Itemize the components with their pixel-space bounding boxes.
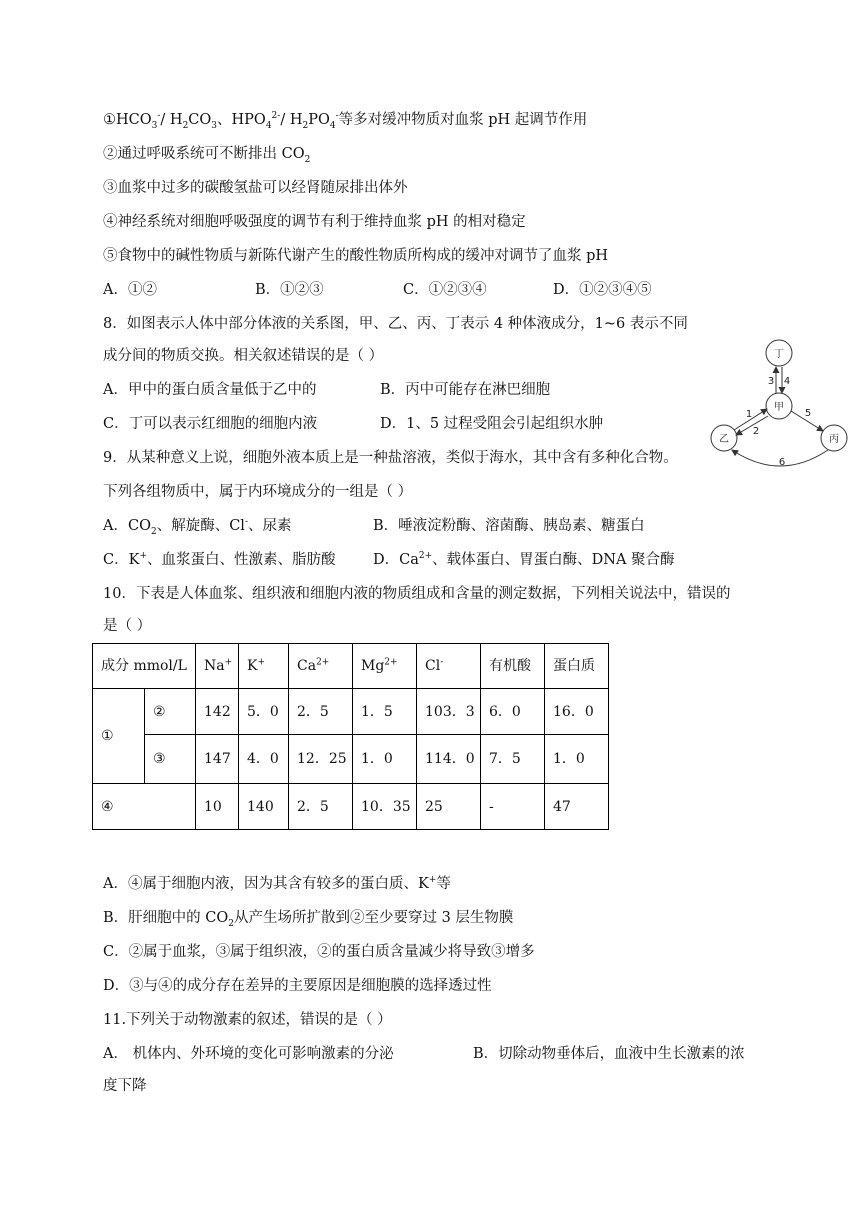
q7-statement-5: ⑤食物中的碱性物质与新陈代谢产生的酸性物质所构成的缓冲对调节了血浆 pH xyxy=(103,248,609,264)
q8-stem-line-1: 8．如图表示人体中部分体液的关系图，甲、乙、丙、丁表示 4 种体液成分，1~6 表示不同 xyxy=(103,316,688,332)
q9-option-d: D．$Ca^{2+}$、载体蛋白、胃蛋白酶、DNA 聚合酶 xyxy=(373,551,675,568)
q10-stem-line-2: 是（ ） xyxy=(103,618,152,634)
col-header-cl: Cl- xyxy=(417,644,481,689)
body-fluid-diagram xyxy=(700,332,850,478)
table-cell: 103．3 xyxy=(417,689,481,735)
col-header-na: Na+ xyxy=(196,644,239,689)
q7-statement-2: ②通过呼吸系统可不断排出 $CO_2$ xyxy=(103,146,311,165)
table-cell: 25 xyxy=(417,784,481,830)
col-header-mg: $Mg^{2+}$ xyxy=(353,644,417,689)
table-cell: 16．0 xyxy=(545,689,609,735)
edge-label-2: 2 xyxy=(752,426,760,437)
row-label: ② xyxy=(145,689,196,735)
q7-statement-1: $①HCO_3^-/$ $H_2CO_3$、$HPO_4^{2-}/$ $H_2PO_4^-$等多对缓冲物质对血浆 pH 起调节作用 xyxy=(103,111,588,131)
table-cell: 2．5 xyxy=(289,689,353,735)
q11-option-a: A． 机体内、外环境的变化可影响激素的分泌 xyxy=(103,1046,394,1062)
q8-option-a: A．甲中的蛋白质含量低于乙中的 xyxy=(103,382,317,398)
row-label: ③ xyxy=(145,735,196,784)
col-header-organic-acid: 有机酸 xyxy=(481,644,545,689)
table-cell: 6．0 xyxy=(481,689,545,735)
q8-option-c: C．丁可以表示红细胞的细胞内液 xyxy=(103,416,318,432)
table-cell: 114．0 xyxy=(417,735,481,784)
q7-option-b: B．①②③ xyxy=(255,282,324,298)
col-header-k: K+ xyxy=(239,644,289,689)
table-header-label: 成分 mmol/L xyxy=(93,644,196,689)
q11-stem: 11.下列关于动物激素的叙述，错误的是（ ） xyxy=(103,1012,392,1028)
q10-option-b: B．肝细胞中的 $CO_2$从产生场所扩散到②至少要穿过 3 层生物膜 xyxy=(103,910,514,929)
edge-label-4: 4 xyxy=(783,376,791,387)
q11-option-b-continued: 度下降 xyxy=(103,1078,147,1094)
q10-option-d: D．③与④的成分存在差异的主要原因是细胞膜的选择透过性 xyxy=(103,978,492,994)
q9-stem-line-2: 下列各组物质中，属于内环境成分的一组是（ ） xyxy=(103,484,413,500)
node-label-yi: 乙 xyxy=(719,434,729,445)
q7-option-c: C．①②③④ xyxy=(403,282,487,298)
table-cell: 47 xyxy=(545,784,609,830)
q7-option-a: A．①② xyxy=(103,282,157,298)
composition-table xyxy=(92,643,609,830)
q10-option-a: A．④属于细胞内液，因为其含有较多的蛋白质、K+等 xyxy=(103,875,451,892)
col-header-ca: $Ca^{2+}$ xyxy=(289,644,353,689)
q7-option-d: D．①②③④⑤ xyxy=(553,282,652,298)
q7-statement-4: ④神经系统对细胞呼吸强度的调节有利于维持血浆 pH 的相对稳定 xyxy=(103,214,526,230)
table-cell: 1．0 xyxy=(353,735,417,784)
table-cell: 2．5 xyxy=(289,784,353,830)
row-label: ④ xyxy=(93,784,196,830)
table-cell: 12．25 xyxy=(289,735,353,784)
table-cell: 1．5 xyxy=(353,689,417,735)
q10-stem-line-1: 10．下表是人体血浆、组织液和细胞内液的物质组成和含量的测定数据，下列相关说法中，错误的 xyxy=(103,586,731,602)
q9-option-a: A．$CO_2$、解旋酶、Cl-、尿素 xyxy=(103,517,292,537)
node-label-bing: 丙 xyxy=(829,434,839,445)
table-cell: 142 xyxy=(196,689,239,735)
q10-option-c: C．②属于血浆，③属于组织液，②的蛋白质含量减少将导致③增多 xyxy=(103,944,535,960)
table-cell: 10．35 xyxy=(353,784,417,830)
q9-option-c: C．K+、血浆蛋白、性激素、脂肪酸 xyxy=(103,551,336,568)
q9-option-b: B．唾液淀粉酶、溶菌酶、胰岛素、糖蛋白 xyxy=(373,518,645,534)
edge-label-1: 1 xyxy=(745,409,753,420)
table-cell: 1．0 xyxy=(545,735,609,784)
table-cell: 7．5 xyxy=(481,735,545,784)
table-row xyxy=(93,735,609,784)
table-cell: 140 xyxy=(239,784,289,830)
table-cell: 10 xyxy=(196,784,239,830)
edge-label-6: 6 xyxy=(778,457,786,468)
node-label-jia: 甲 xyxy=(774,402,784,413)
table-cell: - xyxy=(481,784,545,830)
table-cell: 4．0 xyxy=(239,735,289,784)
row-group-label: ① xyxy=(93,689,145,784)
q7-statement-3: ③血浆中过多的碳酸氢盐可以经肾随尿排出体外 xyxy=(103,180,408,196)
table-cell: 5．0 xyxy=(239,689,289,735)
node-label-ding: 丁 xyxy=(774,349,784,360)
col-header-protein: 蛋白质 xyxy=(545,644,609,689)
table-row xyxy=(93,784,609,830)
edge-label-5: 5 xyxy=(804,408,812,419)
edge-label-3: 3 xyxy=(767,376,775,387)
table-row xyxy=(93,689,609,735)
table-cell: 147 xyxy=(196,735,239,784)
q8-option-d: D．1、5 过程受阻会引起组织水肿 xyxy=(380,416,604,432)
q8-option-b: B．丙中可能存在淋巴细胞 xyxy=(380,382,551,398)
q11-option-b: B．切除动物垂体后，血液中生长激素的浓 xyxy=(473,1046,745,1062)
q8-stem-line-2: 成分间的物质交换。相关叙述错误的是（ ） xyxy=(103,348,384,364)
q9-stem-line-1: 9．从某种意义上说，细胞外液本质上是一种盐溶液，类似于海水，其中含有多种化合物。 xyxy=(103,450,678,466)
